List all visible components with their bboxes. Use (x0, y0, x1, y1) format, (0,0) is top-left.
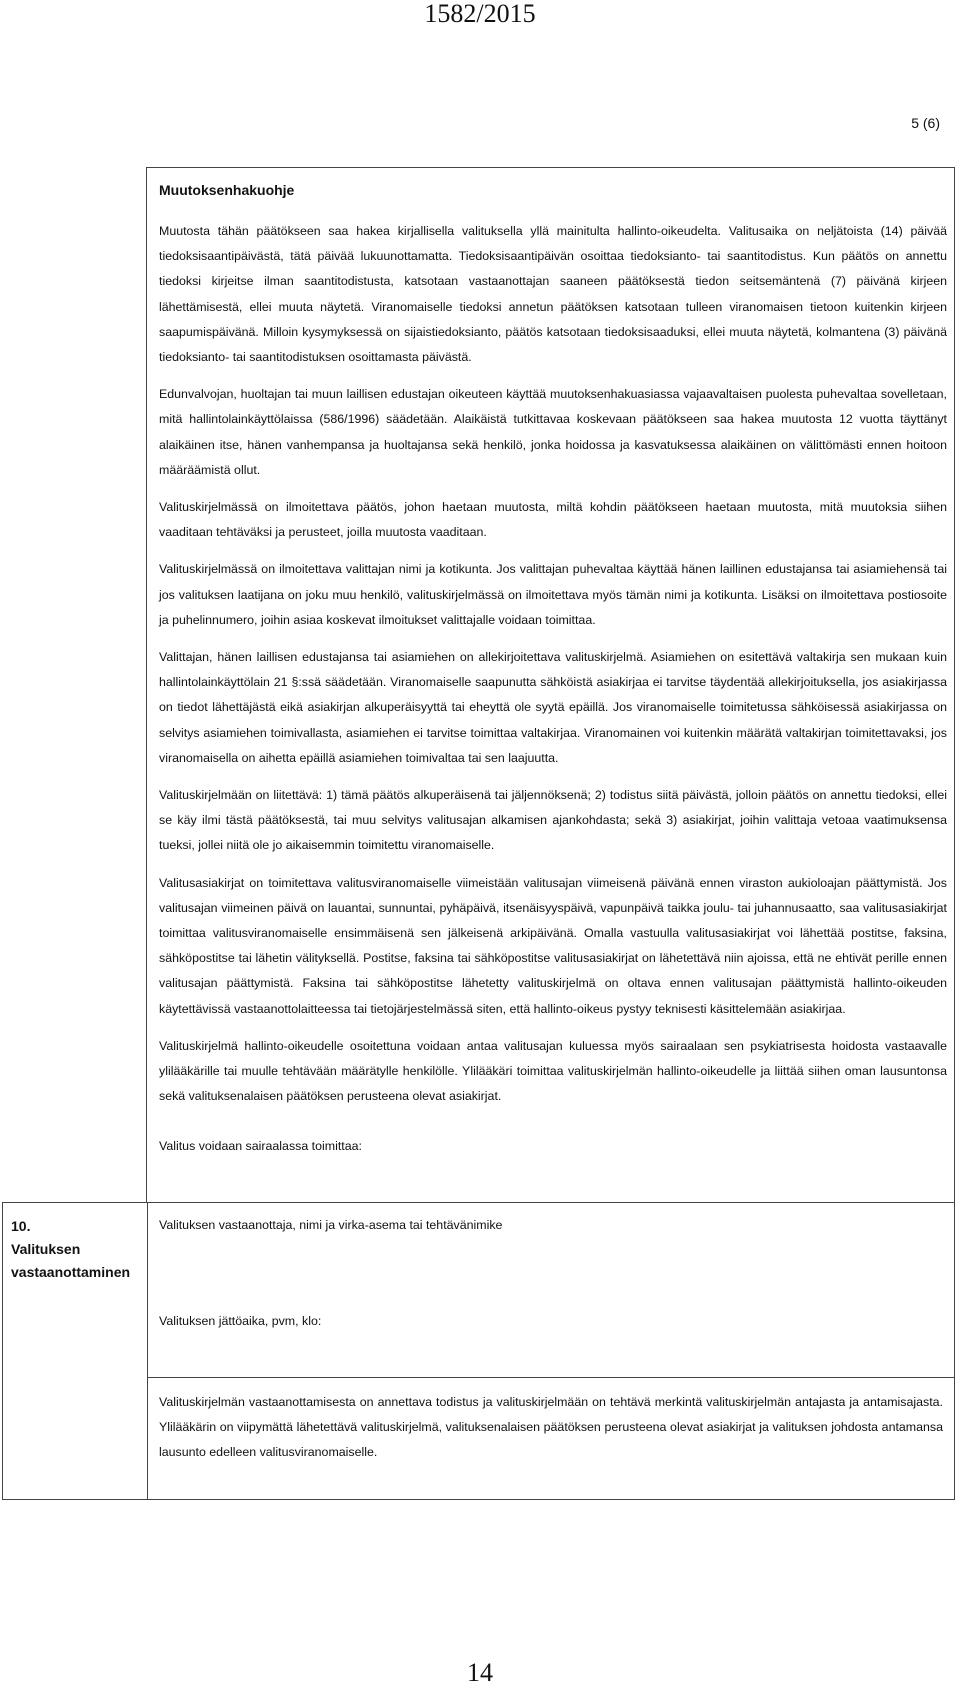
row-divider (147, 1377, 954, 1378)
appeal-reception-table (2, 1202, 955, 1500)
column-divider (147, 1203, 148, 1499)
paragraph-appellant-details: Valituskirjelmässä on ilmoitettava valittajan nimi ja kotikunta. Jos valittajan puhevaltaa käyttää hänen laillinen edustajansa tai asiamiehensä tai jos valituksen laatijana on joku muu henkilö, valituskirjelmässä on ilmoitettava myös tämän nimi ja kotikunta. Lisäksi on ilmoitettava postiosoite ja puhelinnumero, joihin asiaa koskevat ilmoitukset valittajalle voidaan toimittaa. (159, 562, 947, 627)
section-label-line1: Valituksen (11, 1241, 81, 1257)
section-number: 10. (11, 1218, 31, 1234)
paragraph-signature: Valittajan, hänen laillisen edustajansa tai asiamiehen on allekirjoitettava valituskirjelmä. Asiamiehen on esitettävä valtakirja sen mukaan kuin hallintolainkäyttölain 21 §:ssä säädetään. Viranomaiselle saapunutta sähköistä asiakirjaa ei tarvitse täydentää allekirjoituksella, jos asiakirjassa on tiedot lähettäjästä eikä asiakirjan alkuperäisyyttä tai eheyttä ole syytä epäillä. Jos viranomaiselle toimitetussa sähköisessä asiakirjassa on selvitys asiamiehen toimivallasta, asiamiehen ei tarvitse toimittaa valtakirjaa. Viranomainen voi kuitenkin määrätä valtakirjan toimitettavaksi, jos viranomaisella on aihetta epäillä asiamiehen toimivaltaa tai sen laajuutta. (159, 650, 947, 765)
submission-time-field-label: Valituksen jättöaika, pvm, klo: (159, 1314, 322, 1328)
section-title: Muutoksenhakuohje (159, 182, 295, 198)
paragraph-legal-representative: Edunvalvojan, huoltajan tai muun laillisen edustajan oikeuteen käyttää muutoksenhakuasiassa vajaavaltaisen puolesta puhevaltaa sovelletaan, mitä hallintolainkäyttölaissa (586/1996) säädetään. Alaikäistä tutkittavaa koskevaan päätökseen saa hakea muutosta 12 vuotta täyttänyt alaikäinen itse, hänen vanhempansa ja huoltajansa sekä henkilö, jonka hoidossa ja kasvatuksessa alaikäinen on välittömästi ennen hoitoon määräämistä ollut. (159, 387, 947, 477)
paragraph-delivery: Valitusasiakirjat on toimitettava valitusviranomaiselle viimeistään valitusajan viimeisenä päivänä ennen viraston aukioloajan päättymistä. Jos valitusajan viimeinen päivä on lauantai, sunnuntai, pyhäpäivä, itsenäisyyspäivä, vapunpäivä taikka joulu- tai juhannusaatto, saa valitusasiakirjat toimittaa valitusviranomaiselle ensimmäisenä sen jälkeisenä arkipäivänä. Omalla vastuulla valitusasiakirjat voi lähettää postitse, faksina, sähköpostitse tai lähetin välityksellä. Postitse, faksina tai sähköpostitse valitusasiakirjat on lähetettävä niin ajoissa, että ne ehtivät perille ennen valitusajan päättymistä. Faksina tai sähköpostitse lähetetty valituskirjelmä on oltava ennen valitusajan päättymistä hallinto-oikeuden käytettävissä vastaanottolaitteessa tai tietojärjestelmässä siten, että hallinto-oikeus pystyy teknisesti käsittelemään asiakirjaa. (159, 875, 947, 1016)
reception-note: Valituskirjelmän vastaanottamisesta on annettava todistus ja valituskirjelmään on tehtävä merkintä valituskirjelmän antajasta ja antamisajasta. Ylilääkärin on viipymättä lähetettävä valituskirjelmä, valituksenalaisen päätöksen perusteena olevat asiakirjat ja valituksen johdosta antamansa lausunto edelleen valitusviranomaiselle. (159, 1395, 943, 1460)
footer-page-number: 14 (467, 1658, 493, 1687)
page-indicator: 5 (6) (911, 115, 940, 131)
section-label-line2: vastaanottaminen (11, 1264, 131, 1280)
paragraph-attachments: Valituskirjelmään on liitettävä: 1) tämä päätös alkuperäisenä tai jäljennöksenä; 2) todistus siitä päivästä, jolloin päätös on annettu tiedoksi, ellei se käy ilmi tästä päätöksestä, tai muu selvitys valitusajan alkamisen ajankohdasta; sekä 3) asiakirjat, joihin valittaja vetoaa vaatimuksensa tueksi, jollei niitä ole jo aikaisemmin toimitettu viranomaiselle. (159, 788, 947, 853)
paragraph-hospital-submission: Valitus voidaan sairaalassa toimittaa: (159, 1138, 362, 1153)
receiver-field-label: Valituksen vastaanottaja, nimi ja virka-asema tai tehtävänimike (159, 1218, 503, 1232)
section-label (11, 1215, 143, 1284)
paragraph-hospital-delivery: Valituskirjelmä hallinto-oikeudelle osoitettuna voidaan antaa valitusajan kuluessa myös sairaalaan sen psykiatrisesta hoidosta vastaavalle ylilääkärille tai muulle tehtävään määrätylle henkilölle. Ylilääkäri toimittaa valituskirjelmän hallinto-oikeudelle ja liittää siihen oman lausuntonsa sekä valituksenalaisen päätöksen perusteena olevat asiakirjat. (159, 1038, 947, 1104)
document-number: 1582/2015 (424, 0, 536, 28)
paragraph-appeal-period: Muutosta tähän päätökseen saa hakea kirjallisella valituksella yllä mainitulta hallinto-oikeudelta. Valitusaika on neljätoista (14) päivää tiedoksisaantipäivästä, tätä päivää lukuunottamatta. Tiedoksisaantipäivän osoittaa tiedoksianto- tai saantitodistus. Kun päätös on annettu tiedoksi kirjeitse ilman saantitodistusta, katsotaan vastaanottajan saaneen päätöksestä tiedon seitsemäntenä (7) päivänä kirjeen lähettämisestä, ellei muuta näytetä. Viranomaiselle tiedoksi annetun päätöksen katsotaan tulleen viranomaisen tietoon kuitenkin kirjeen saapumispäivänä. Milloin kysymyksessä on sijaistiedoksianto, päätös katsotaan tiedoksisaaduksi, ellei muuta näytetä, kolmantena (3) päivänä tiedoksianto- tai saantitodistuksen osoittamasta päivästä. (159, 224, 947, 365)
paragraph-appeal-contents: Valituskirjelmässä on ilmoitettava päätös, johon haetaan muutosta, miltä kohdin päätökseen haetaan muutosta, mitä muutoksia siihen vaaditaan tehtäväksi ja perusteet, joilla muutosta vaaditaan. (159, 500, 947, 540)
appeal-instructions-box (146, 167, 955, 1203)
appeal-instructions-content (159, 178, 947, 1171)
